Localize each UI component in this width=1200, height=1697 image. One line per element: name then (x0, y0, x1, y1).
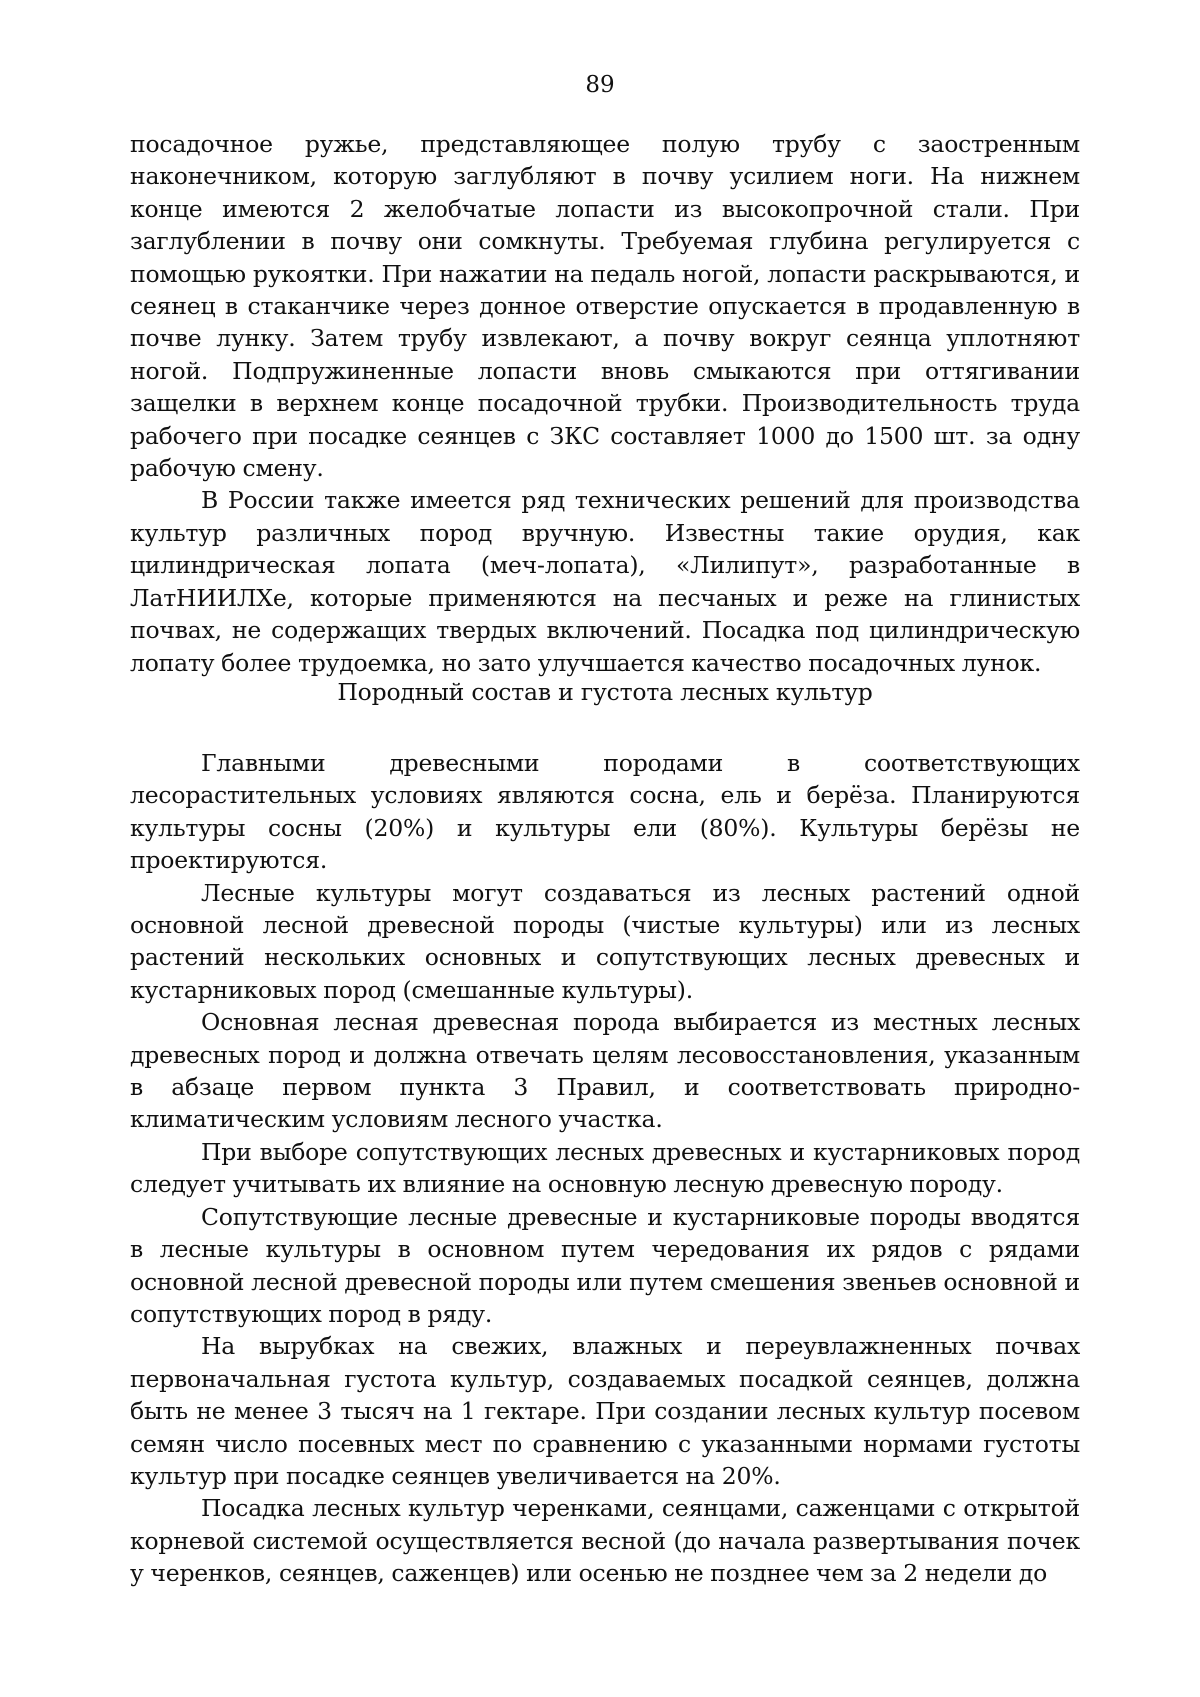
paragraph: Основная лесная древесная порода выбирается из местных лесных древесных пород и должна отвечать целям лесовосстановления, указанным в абзаце первом пункта 3 Правил, и соответствовать природно-климатическим условиям лесного участка. (130, 1008, 1080, 1134)
paragraph: На вырубках на свежих, влажных и переувлажненных почвах первоначальная густота культур, создаваемых посадкой сеянцев, должна быть не менее 3 тысяч на 1 гектаре. При создании лесных культур посевом семян число посевных мест по сравнению с указанными нормами густоты культур при посадке сеянцев увеличивается на 20%. (130, 1332, 1080, 1490)
paragraph: Посадка лесных культур черенками, сеянцами, саженцами с открытой корневой системой осуществляется весной (до начала развертывания почек у черенков, сеянцев, саженцев) или осенью не позднее чем за 2 недели до (130, 1494, 1080, 1588)
intro-text (130, 128, 1080, 679)
paragraph-continuation: посадочное ружье, представляющее полую трубу с заостренным наконечником, которую заглубляют в почву усилием ноги. На нижнем конце имеются 2 желобчатые лопасти из высокопрочной стали. При заглублении в почву они сомкнуты. Требуемая глубина регулируется с помощью рукоятки. При нажатии на педаль ногой, лопасти раскрываются, и сеянец в стаканчике через донное отверстие опускается в продавленную в почве лунку. Затем трубу извлекают, а почву вокруг сеянца уплотняют ногой. Подпружиненные лопасти вновь смыкаются при оттягивании защелки в верхнем конце посадочной трубки. Производительность труда рабочего при посадке сеянцев с ЗКС составляет 1000 до 1500 шт. за одну рабочую смену. (130, 130, 1080, 483)
paragraph: В России также имеется ряд технических решений для производства культур различных пород вручную. Известны такие орудия, как цилиндрическая лопата (меч-лопата), «Лилипут», разработанные в ЛатНИИЛХе, которые применяются на песчаных и реже на глинистых почвах, не содержащих твердых включений. Посадка под цилиндрическую лопату более трудоемка, но зато улучшается качество посадочных лунок. (130, 486, 1080, 677)
paragraph: Сопутствующие лесные древесные и кустарниковые породы вводятся в лесные культуры в основном путем чередования их рядов с рядами основной лесной древесной породы или путем смешения звеньев основной и сопутствующих пород в ряду. (130, 1202, 1080, 1328)
paragraph: Главными древесными породами в соответствующих лесорастительных условиях являются сосна, ель и берёза. Планируются культуры сосны (20%) и культуры ели (80%). Культуры берёзы не проектируются. (130, 749, 1080, 875)
paragraph: При выборе сопутствующих лесных древесных и кустарниковых пород следует учитывать их влияние на основную лесную древесную породу. (130, 1137, 1080, 1199)
section-text (130, 747, 1080, 1590)
section-heading: Породный состав и густота лесных культур (337, 678, 873, 706)
page-number: 89 (585, 72, 615, 98)
paragraph: Лесные культуры могут создаваться из лесных растений одной основной лесной древесной породы (чистые культуры) или из лесных растений нескольких основных и сопутствующих лесных древесных и кустарниковых пород (смешанные культуры). (130, 878, 1080, 1004)
